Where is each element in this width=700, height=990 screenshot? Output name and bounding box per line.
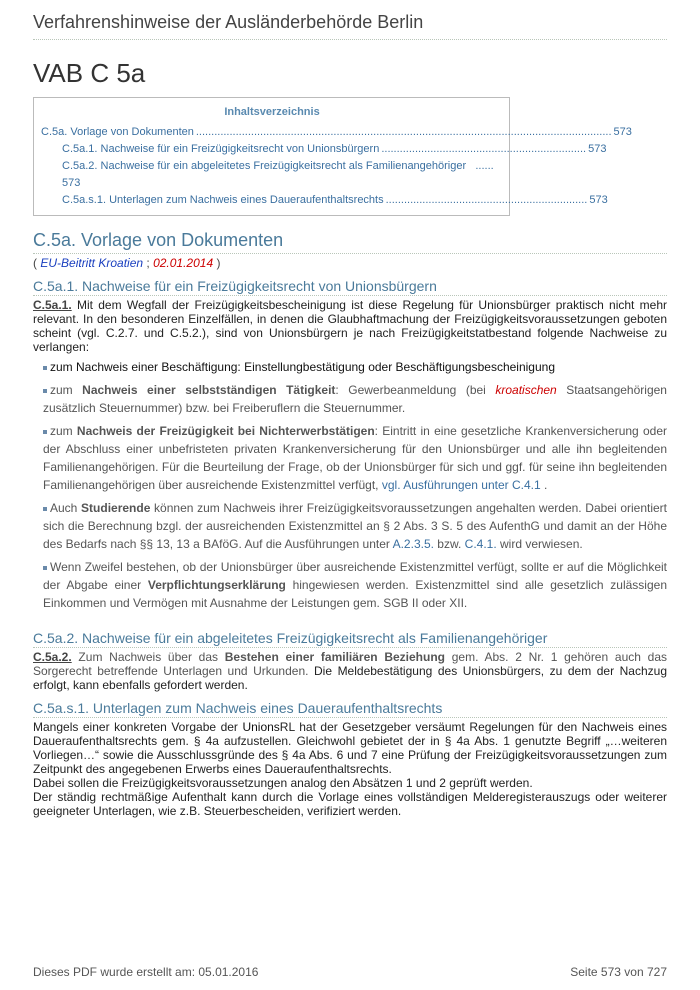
evidence-list bbox=[43, 358, 667, 612]
bullet-icon bbox=[43, 389, 47, 393]
bullet-icon bbox=[43, 507, 47, 511]
page-footer bbox=[33, 965, 667, 979]
table-of-contents bbox=[33, 97, 632, 216]
subsection-title-c5a2: C.5a.2. Nachweise für ein abgeleitetes Freizügigkeitsrecht als Familienangehöriger bbox=[33, 630, 667, 648]
eu-beitritt-link[interactable]: EU-Beitritt Kroatien bbox=[40, 256, 144, 270]
paragraph-c5as1-1: Mangels einer konkreten Vorgabe der UnionsRL hat der Gesetzgeber versäumt Regelungen für den Nachweis eines Daueraufenthaltsrechts gem. § 4a aufzustellen. Gleichwohl gebietet der in § 4a Abs. 1 genutzte Begriff „…weiteren Vorliegen…“ sowie die Ausschlussgründe des § 4a Abs. 6 und 7 eine Prüfung der Freizügigkeitsvoraussetzungen zum Zeitpunkt des angegebenen Erwerbs eines Daueraufenthaltsrechts. bbox=[33, 720, 667, 776]
section-title: C.5a. Vorlage von Dokumenten bbox=[33, 230, 667, 254]
bullet-icon bbox=[43, 566, 47, 570]
subsection-title-c5a1: C.5a.1. Nachweise für ein Freizügigkeitsrecht von Unionsbürgern bbox=[33, 278, 667, 296]
link-c41[interactable]: vgl. Ausführungen unter C.4.1 bbox=[381, 478, 541, 492]
toc-entry-c5a1[interactable]: C.5a.1. Nachweise für ein Freizügigkeitsrecht von Unionsbürgern ................................................................... 573 bbox=[62, 143, 607, 155]
list-item: Wenn Zweifel bestehen, ob der Unionsbürger über ausreichende Existenzmittel verfügt, sollte er auf die Möglichkeit der Abgabe einer Verpflichtungserklärung hingewiesen werden. Existenzmittel sind alle gesetzlich zulässigen Einkommen und Vermögen mit Ausnahme der Leistungen gem. SGB II oder XII. bbox=[43, 560, 667, 610]
paragraph-marker: C.5a.2. bbox=[33, 650, 72, 664]
site-header: Verfahrenshinweise der Ausländerbehörde Berlin bbox=[33, 12, 667, 40]
link-a235[interactable]: A.2.3.5. bbox=[392, 537, 434, 551]
bullet-icon bbox=[43, 430, 47, 434]
paragraph-c5as1-3: Der ständig rechtmäßige Aufenthalt kann durch die Vorlage eines vollständigen Melderegisterauszugs oder weiterer geeigneter Unterlagen, wie z.B. Steuerbescheiden, verifiziert werden. bbox=[33, 790, 667, 818]
list-item: Auch Studierende können zum Nachweis ihrer Freizügigkeitsvoraussetzungen angehalten werden. Dabei orientiert sich die Berechnung bzgl. der ausreichenden Existenzmittel an § 2 Abs. 3 S. 5 des AufenthG und damit an der Höhe des Bedarfs nach §§ 13, 13 a BAföG. Auf die Ausführungen unter A.2.3.5. bzw. C.4.1. wird verwiesen. bbox=[43, 501, 668, 551]
bullet-icon bbox=[43, 366, 47, 370]
list-item: zum Nachweis der Freizügigkeit bei Nichterwerbstätigen: Eintritt in eine gesetzliche Krankenversicherung oder der Abschluss einer unbefristeten privaten Krankenversicherung für den Unionsbürger und alle ihn begleitenden Familienangehörigen. Für die Beurteilung der Frage, ob der Unionsbürger für sich und ggf. für seine ihn begleitenden Familienangehörigen über ausreichende Existenzmittel verfügt, vgl. Ausführungen unter C.4.1 . bbox=[43, 424, 667, 492]
paragraph-c5a1: C.5a.1. Mit dem Wegfall der Freizügigkeitsbescheinigung ist diese Regelung für Unionsbürger praktisch nicht mehr relevant. In den besonderen Einzelfällen, in denen die Glaubhaftmachung der Freizügigkeitsvoraussetzungen geboten scheint (vgl. C.2.7. und C.5.2.), sind von Unionsbürgern je nach Freizügigkeitstatbestand folgende Nachweise zu verlangen: bbox=[33, 298, 667, 354]
list-item: zum Nachweis einer selbstständigen Tätigkeit: Gewerbeanmeldung (bei kroatischen Staatsangehörigen zusätzlich Steuernummer) bzw. bei Freiberuflern die Steuernummer. bbox=[43, 383, 667, 415]
subsection-title-c5as1: C.5a.s.1. Unterlagen zum Nachweis eines Daueraufenthaltsrechts bbox=[33, 700, 667, 718]
section-meta: ( EU-Beitritt Kroatien ; 02.01.2014 ) bbox=[33, 256, 221, 270]
toc-heading: Inhaltsverzeichnis bbox=[224, 106, 320, 118]
paragraph-c5as1-2: Dabei sollen die Freizügigkeitsvoraussetzungen analog den Absätzen 1 und 2 geprüft werden. bbox=[33, 776, 533, 790]
footer-created: Dieses PDF wurde erstellt am: 05.01.2016 bbox=[33, 965, 259, 979]
meta-date: 02.01.2014 bbox=[153, 256, 214, 270]
document-title: VAB C 5a bbox=[33, 58, 146, 88]
toc-entry-c5a2[interactable]: C.5a.2. Nachweise für ein abgeleitetes Freizügigkeitsrecht als Familienangehöriger ...... 573 bbox=[62, 160, 494, 189]
page bbox=[33, 0, 667, 818]
toc-entry-c5as1[interactable]: C.5a.s.1. Unterlagen zum Nachweis eines Daueraufenthaltsrechts .................................................................. 573 bbox=[62, 194, 608, 206]
paragraph-marker: C.5a.1. bbox=[33, 298, 72, 312]
footer-page-number: Seite 573 von 727 bbox=[570, 965, 667, 979]
paragraph-c5a2: C.5a.2. Zum Nachweis über das Bestehen einer familiären Beziehung gem. Abs. 2 Nr. 1 gehören auch das Sorgerecht betreffende Unterlagen und Urkunden. Die Meldebestätigung des Unionsbürgers, zu dem der Nachzug erfolgt, kann ebenfalls gefordert werden. bbox=[33, 650, 667, 692]
list-item: zum Nachweis einer Beschäftigung: Einstellungbestätigung oder Beschäftigungsbescheinigung bbox=[43, 358, 667, 376]
link-c41-b[interactable]: C.4.1. bbox=[464, 537, 497, 551]
toc-entry-c5a[interactable]: C.5a. Vorlage von Dokumenten ........................................................................................................................................ 573 bbox=[41, 126, 632, 138]
